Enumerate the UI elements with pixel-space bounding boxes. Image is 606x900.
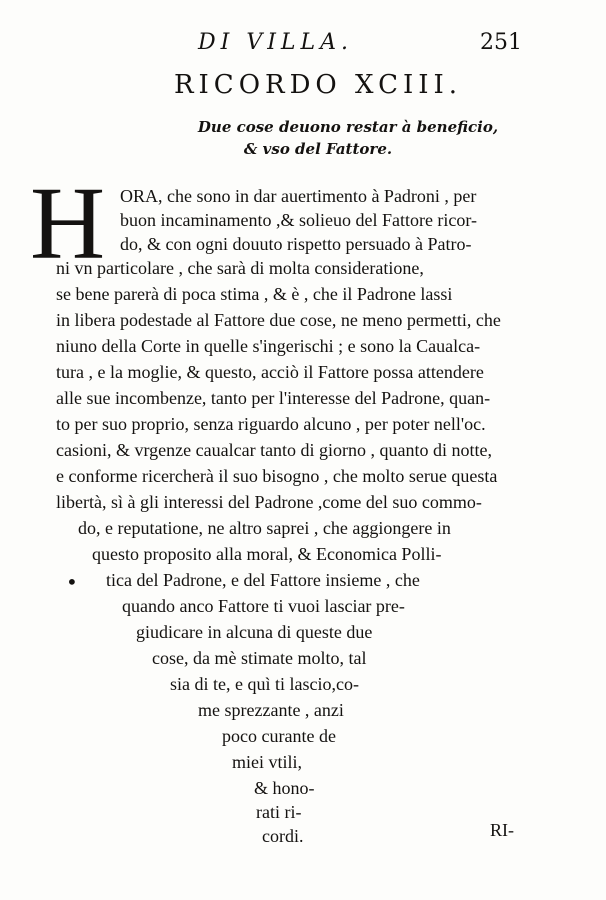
body-line: to per suo proprio, senza riguardo alcuno , per poter nell'oc. <box>56 414 486 434</box>
section-heading: RICORDO XCIII. <box>173 70 463 100</box>
body-line: in libera podestade al Fattore due cose, ne meno permetti, che <box>56 310 501 330</box>
body-line: giudicare in alcuna di queste due <box>136 622 373 642</box>
running-head: DI VILLA. <box>198 30 353 55</box>
body-line: tura , e la moglie, & questo, acciò il Fattore possa attendere <box>56 362 484 382</box>
body-line: sia di te, e quì ti lascio,co- <box>170 674 359 694</box>
body-line: se bene parerà di poca stima , & è , che il Padrone lassi <box>56 284 453 304</box>
body-line: alle sue incombenze, tanto per l'interesse del Padrone, quan- <box>56 388 491 408</box>
body-line: ORA, che sono in dar auertimento à Padroni , per <box>120 186 477 206</box>
body-line: quando anco Fattore ti vuoi lasciar pre- <box>122 596 405 616</box>
body-line: rati ri- <box>256 802 302 822</box>
body-line: niuno della Corte in quelle s'ingerischi ; e sono la Caualca- <box>56 336 481 356</box>
body-line: poco curante de <box>222 726 336 746</box>
body-line: libertà, sì à gli interessi del Padrone ,come del suo commo- <box>56 492 482 512</box>
body-line: cose, da mè stimate molto, tal <box>152 648 367 668</box>
subtitle-line-1: Due cose deuono restar à beneficio, <box>197 118 499 136</box>
body-line: casioni, & vrgenze caualcar tanto di giorno , quanto di notte, <box>56 440 493 460</box>
body-line: e conforme ricercherà il suo bisogno , che molto serue questa <box>56 466 498 486</box>
body-line: questo proposito alla moral, & Economica Polli- <box>92 544 442 564</box>
body-line: ni vn particolare , che sarà di molta consideratione, <box>56 258 424 278</box>
body-line: buon incaminamento ,& solieuo del Fattore ricor- <box>120 210 478 230</box>
body-line: do, e reputatione, ne altro saprei , che aggiongere in <box>78 518 451 538</box>
body-line: & hono- <box>254 778 315 798</box>
page-number: 251 <box>480 30 522 55</box>
body-line: miei vtili, <box>232 752 302 772</box>
body-line: tica del Padrone, e del Fattore insieme , che <box>106 570 420 590</box>
body-line: cordi. <box>262 826 304 846</box>
body-line: do, & con ogni douuto rispetto persuado à Patro- <box>120 234 472 254</box>
drop-cap: H <box>30 166 106 281</box>
subtitle-line-2: & vso del Fattore. <box>243 140 393 158</box>
catchword: RI- <box>490 820 514 840</box>
printers-dot-ornament: • <box>66 570 78 594</box>
body-line: me sprezzante , anzi <box>198 700 344 720</box>
